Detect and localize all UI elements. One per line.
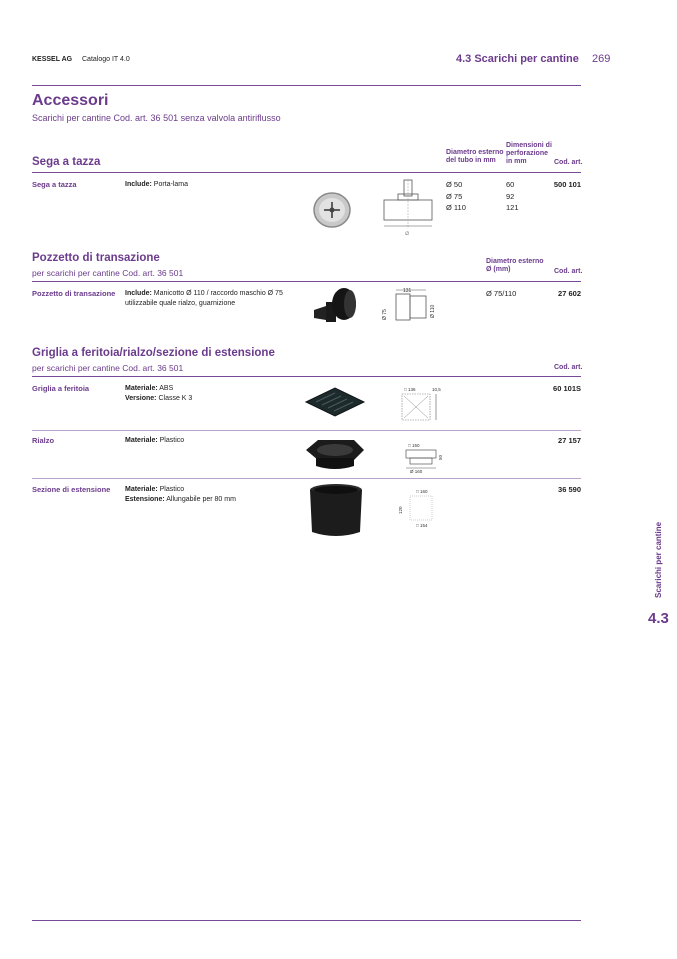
sega-diam-2: Ø 110 <box>446 203 466 212</box>
griglia-l1-value: ABS <box>159 385 174 392</box>
griglia-code: 60 101S <box>553 384 581 393</box>
griglia-l2-label: Versione: <box>125 395 157 402</box>
griglia-dim-b: 10,5 <box>432 387 441 392</box>
rialzo-l1-label: Materiale: <box>125 437 158 444</box>
sezione-dim-b: □ 154 <box>416 523 428 528</box>
sega-col-perforation <box>506 142 552 166</box>
sezione-l1-value: Plastico <box>159 486 185 493</box>
page-number: 269 <box>592 53 611 65</box>
pozzetto-dim-right: Ø 110 <box>430 304 436 318</box>
sezione-dim-a: □ 160 <box>416 489 428 494</box>
pozzetto-dim-top: 131 <box>403 288 412 294</box>
rialzo-dim-c: 50 <box>438 454 443 460</box>
sega-perf-1: 92 <box>506 191 515 201</box>
footer-rule <box>32 920 581 921</box>
griglia-section-subtitle: per scarichi per cantine Cod. art. 36 501 <box>32 363 184 373</box>
sega-desc-label: Include: <box>125 181 152 188</box>
page-title: Accessori <box>32 92 109 109</box>
sega-code: 500 101 <box>553 180 581 189</box>
pozzetto-col-diam-l1: Diametro esterno <box>486 258 544 265</box>
pozzetto-diameter: Ø 75/110 <box>486 289 517 298</box>
griglia-technical-drawing <box>396 384 450 424</box>
pozzetto-desc-value: Manicotto Ø 110 / raccordo maschio Ø 75 <box>153 290 283 297</box>
sezione-row-desc <box>125 485 236 505</box>
pozzetto-row-desc <box>125 289 283 309</box>
rialzo-image <box>304 436 366 472</box>
pozzetto-rule <box>32 281 581 282</box>
rialzo-row-desc <box>125 436 184 446</box>
pozzetto-code: 27 602 <box>558 289 581 298</box>
header-section: 4.3 Scarichi per cantine <box>456 53 579 65</box>
side-tab-number: 4.3 <box>648 610 669 627</box>
sega-perf-0: 60 <box>506 180 515 189</box>
griglia-l2-value: Classe K 3 <box>158 395 193 402</box>
svg-text:∅: ∅ <box>405 231 410 237</box>
sega-row-desc <box>125 180 188 190</box>
sezione-l2-value: Allungabile per 80 mm <box>166 496 236 503</box>
griglia-row-name: Griglia a feritoia <box>32 384 90 393</box>
sega-section-title: Sega a tazza <box>32 156 101 168</box>
griglia-row-desc <box>125 384 192 404</box>
sega-diam-0: Ø 50 <box>446 180 463 189</box>
sezione-code: 36 590 <box>558 485 581 494</box>
sezione-dim-c: 120 <box>398 506 403 514</box>
catalog-name: Catalogo IT 4.0 <box>82 56 130 63</box>
sega-col-diameter-l2: del tubo in mm <box>446 157 496 164</box>
sega-rule <box>32 172 581 173</box>
company-name: KESSEL AG <box>32 56 73 63</box>
sezione-l2-label: Estensione: <box>125 496 165 503</box>
side-tab-label: Scarichi per cantine <box>654 521 663 598</box>
rialzo-technical-drawing <box>398 440 448 474</box>
sega-col-diameter-l1: Diametro esterno <box>446 149 504 156</box>
griglia-rule <box>32 376 581 377</box>
pozzetto-desc-line2: utilizzabile quale rialzo, guarnizione <box>125 300 236 307</box>
sega-col-perf-l3: in mm <box>506 158 527 165</box>
sega-row-name: Sega a tazza <box>32 180 77 189</box>
rialzo-l1-value: Plastico <box>159 437 185 444</box>
griglia-l1-label: Materiale: <box>125 385 158 392</box>
sega-col-perf-l1: Dimensioni di <box>506 142 552 149</box>
griglia-dim-a: □ 136 <box>404 387 416 392</box>
griglia-col-code: Cod. art. <box>554 364 583 371</box>
griglia-section-title: Griglia a feritoia/rialzo/sezione di estensione <box>32 347 275 359</box>
griglia-row-divider <box>32 430 581 431</box>
sega-diameters <box>446 179 466 214</box>
sega-col-code: Cod. art. <box>554 159 583 166</box>
saw-technical-drawing <box>378 178 438 238</box>
pozzetto-col-diameter <box>486 258 544 274</box>
pozzetto-dim-left: Ø 75 <box>382 309 388 320</box>
pozzetto-section-subtitle: per scarichi per cantine Cod. art. 36 501 <box>32 268 184 278</box>
pozzetto-image <box>312 284 358 326</box>
rialzo-dim-a: □ 150 <box>408 443 420 448</box>
pozzetto-col-diam-l2: Ø (mm) <box>486 266 511 273</box>
sezione-row-name: Sezione di estensione <box>32 485 111 494</box>
sezione-technical-drawing <box>396 486 440 530</box>
sezione-l1-label: Materiale: <box>125 486 158 493</box>
pozzetto-technical-drawing <box>378 284 440 328</box>
saw-image <box>310 190 354 230</box>
rialzo-row-name: Rialzo <box>32 436 55 445</box>
rialzo-dim-b: Ø 160 <box>410 469 423 474</box>
sega-diam-1: Ø 75 <box>446 191 463 201</box>
sega-col-diameter <box>446 149 504 165</box>
pozzetto-row-name: Pozzetto di transazione <box>32 289 116 298</box>
pozzetto-desc-label: Include: <box>125 290 152 297</box>
sega-col-perf-l2: perforazione <box>506 150 549 157</box>
header-rule <box>32 85 581 86</box>
sega-desc-value: Porta-lama <box>153 181 189 188</box>
sega-perf-2: 121 <box>506 203 519 212</box>
rialzo-row-divider <box>32 478 581 479</box>
pozzetto-section-title: Pozzetto di transazione <box>32 252 160 264</box>
sezione-image <box>308 482 364 540</box>
pozzetto-col-code: Cod. art. <box>554 268 583 275</box>
sega-perforations <box>506 179 519 214</box>
griglia-image <box>304 386 366 418</box>
rialzo-code: 27 157 <box>558 436 581 445</box>
page-subtitle: Scarichi per cantine Cod. art. 36 501 senza valvola antiriflusso <box>32 113 281 123</box>
